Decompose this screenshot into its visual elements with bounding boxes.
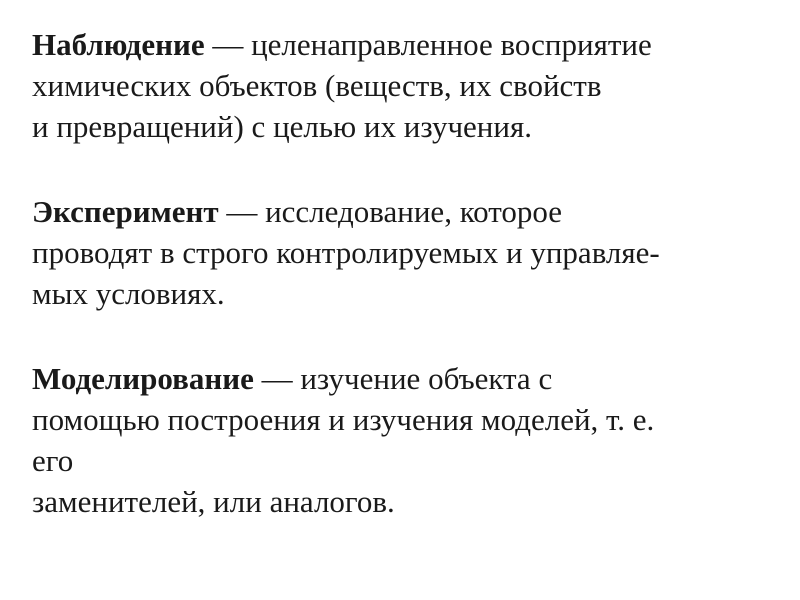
- term-observation: Наблюдение: [32, 27, 205, 62]
- definition-line: [32, 24, 772, 65]
- definition-observation: [32, 24, 772, 147]
- definition-modeling: [32, 358, 772, 522]
- definition-line: мых условиях.: [32, 276, 225, 311]
- definition-line: проводят в строго контролируемых и управляе-: [32, 235, 660, 270]
- definition-text: — исследование, которое: [218, 194, 563, 229]
- definition-line: [32, 191, 772, 232]
- definition-text: — целенаправленное восприятие: [204, 27, 652, 62]
- definition-line: [32, 358, 772, 399]
- definition-line: и превращений) с целью их изучения.: [32, 109, 532, 144]
- term-modeling: Моделирование: [32, 361, 254, 396]
- definition-line: помощью построения и изучения моделей, т. е.: [32, 402, 655, 437]
- definition-text: — изучение объекта с: [253, 361, 553, 396]
- definition-line: его: [32, 443, 74, 478]
- definition-line: химических объектов (веществ, их свойств: [32, 68, 602, 103]
- definition-experiment: [32, 191, 772, 314]
- slide-content: [32, 24, 772, 566]
- definition-line: заменителей, или аналогов.: [32, 484, 395, 519]
- term-experiment: Эксперимент: [32, 194, 219, 229]
